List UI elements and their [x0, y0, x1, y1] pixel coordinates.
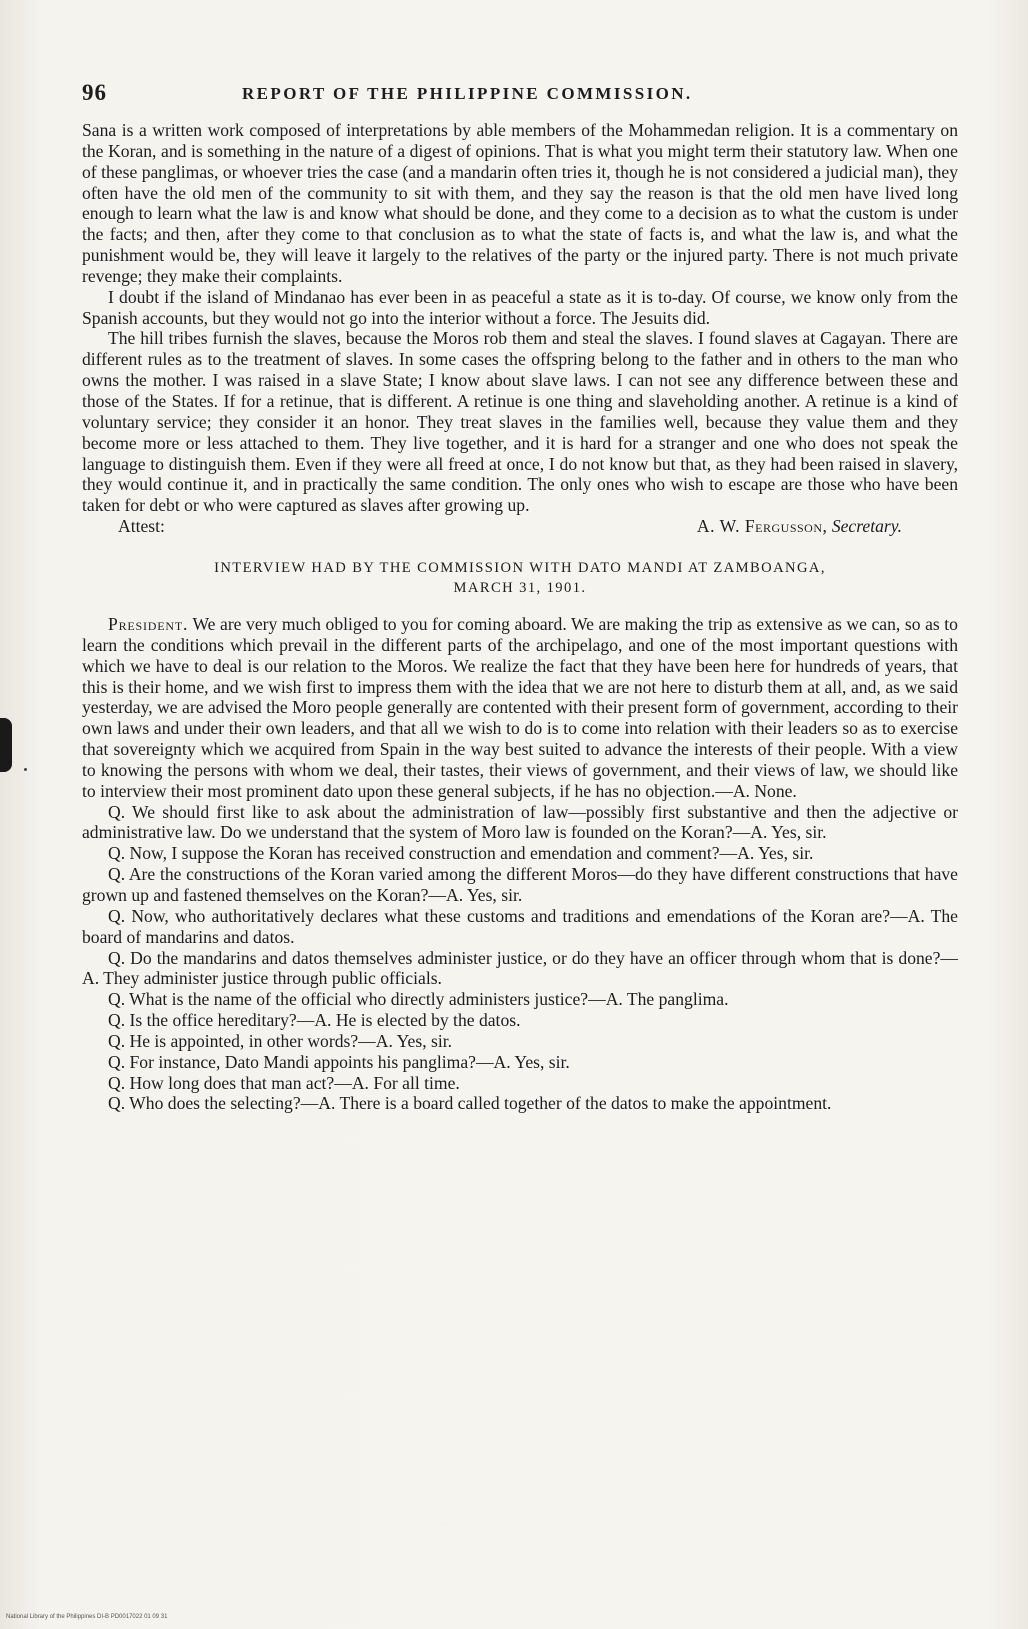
paragraph-sana: Sana is a written work composed of interpretations by able members of the Mohammedan religion. It is a commentary on the Koran, and is something in the nature of a digest of opinions. That is what you might term their statutory law. When one of these panglimas, or whoever tries the case (and a mandarin often tries it, though he is not considered a judicial man), they often have the old men of the community to sit with them, and they say the reason is that the old men have lived long enough to learn what the law is and know what should be done, and they come to a decision as to what the custom is under the facts; and then, after they come to that conclusion as to what the state of facts is, and what the law is, and what the punishment would be, they will leave it largely to the relatives of the party or the injured party. There is not much private revenge; they make their complaints.: [82, 120, 958, 286]
qa-paragraph: Q. For instance, Dato Mandi appoints his panglima?—A. Yes, sir.: [108, 1051, 570, 1072]
attest-signature: [697, 516, 902, 537]
speaker-label: President.: [108, 614, 189, 635]
scan-speck: [24, 768, 27, 771]
interview-opening-text: We are very much obliged to you for coming aboard. We are making the trip as extensive as we can, so as to learn the conditions which prevail in the different parts of the archipelago, and one of the most important questions with which we have to deal is our relation to the Moros. We realize the fact that they have been here for hundreds of years, that this is their home, and we wish first to impress them with the idea that we are not here to disturb them at all, and, as we said yesterday, we are advised the Moro people generally are contented with their present form of government, according to their own laws and under their own leaders, and that all we wish to do is to come into relation with their leaders so as to exercise that sovereignty which we acquired from Spain in the way best suited to advance the interests of their people. With a view to knowing the persons with whom we deal, their tastes, their views of government, and their views of law, we should like to interview their most prominent dato upon these general subjects, if he has no objection.—A. None.: [82, 614, 958, 801]
signatory-name: A. W. Fergusson,: [696, 516, 828, 537]
scan-footer: National Library of the Philippines DI-B PD0017022 01 09 31: [6, 1614, 168, 1620]
page-number: 96: [82, 80, 107, 105]
running-head: [82, 80, 958, 120]
qa-paragraph: Q. Is the office hereditary?—A. He is elected by the datos.: [108, 1010, 521, 1031]
qa-paragraph: Q. How long does that man act?—A. For all time.: [108, 1072, 460, 1093]
running-title: REPORT OF THE PHILIPPINE COMMISSION.: [242, 84, 693, 103]
qa-paragraph: Q. Are the constructions of the Koran varied among the different Moros—do they have different constructions that have grown up and fastened themselves on the Koran?—A. Yes, sir.: [82, 864, 958, 905]
section-heading: [82, 558, 958, 598]
paragraph-mindanao: I doubt if the island of Mindanao has ever been in as peaceful a state as it is to-day. Of course, we know only from the Spanish accounts, but they would not go into the interior without a force. The Jesuits did.: [82, 286, 958, 328]
qa-paragraph: Q. Now, I suppose the Koran has received construction and emendation and comment?—A. Yes, sir.: [108, 843, 814, 864]
attest-line: [82, 516, 958, 540]
section-heading-date: MARCH 31, 1901.: [453, 580, 587, 597]
section-heading-line-1: INTERVIEW HAD BY THE COMMISSION WITH DATO MANDI AT ZAMBOANGA,: [214, 560, 826, 577]
attest-label: Attest:: [118, 516, 165, 537]
interview-opening: [82, 614, 958, 802]
qa-paragraph: Q. What is the name of the official who directly administers justice?—A. The panglima.: [108, 989, 729, 1010]
qa-paragraph: Q. He is appointed, in other words?—A. Yes, sir.: [108, 1030, 453, 1051]
qa-paragraph: Q. Who does the selecting?—A. There is a board called together of the datos to make the appointment.: [108, 1093, 832, 1114]
qa-paragraph: Q. Now, who authoritatively declares what these customs and traditions and emendations of the Koran are?—A. The board of mandarins and datos.: [82, 905, 958, 947]
qa-paragraph: Q. We should first like to ask about the administration of law—possibly first substantive and then the adjective or administrative law. Do we understand that the system of Moro law is founded on the Koran?—A. Yes, sir.: [82, 801, 958, 843]
qa-paragraph: Q. Do the mandarins and datos themselves administer justice, or do they have an officer through whom that is done?—A. They administer justice through public officials.: [82, 947, 958, 989]
paragraph-slaves: The hill tribes furnish the slaves, because the Moros rob them and steal the slaves. I found slaves at Cagayan. There are different rules as to the treatment of slaves. In some cases the offspring belong to the father and in others to the man who owns the mother. I was raised in a slave State; I know about slave laws. I can not see any difference between these and those of the States. If for a retinue, that is different. A retinue is one thing and slaveholding another. A retinue is a kind of voluntary service; they consider it an honor. They treat slaves in the families well, because they value them and they become more or less attached to them. They live together, and it is hard for a stranger and one who does not speak the language to distinguish them. Even if they were all freed at once, I do not know but that, as they had been raised in slavery, they would continue it, and in practically the same condition. The only ones who wish to escape are those who have been taken for debt or who were captured as slaves after growing up.: [82, 328, 958, 516]
scan-edge-mark: [0, 718, 12, 772]
page-content: [82, 80, 958, 1114]
signatory-title: Secretary.: [831, 516, 902, 537]
